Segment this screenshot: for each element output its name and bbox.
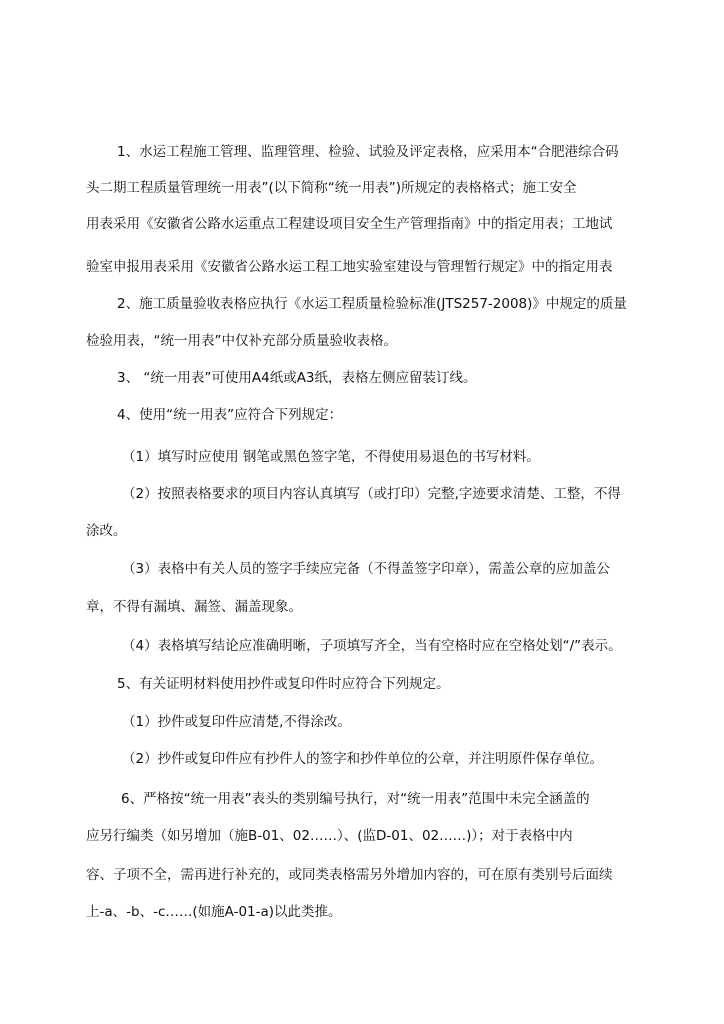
item-4-2-line-1: （2）按照表格要求的项目内容认真填写（或打印）完整,字迹要求清楚、工整，不得 [122,486,621,502]
para-3: 3、 “统一用表”可使用A4纸或A3纸，表格左侧应留装订线。 [117,370,477,386]
para-1-line-3: 用表采用《安徽省公路水运重点工程建设项目安全生产管理指南》中的指定用表；工地试 [86,216,613,232]
item-5-1: （1）抄件或复印件应清楚,不得涂改。 [122,714,351,730]
para-2-line-1: 2、施工质量验收表格应执行《水运工程质量检验标准(JTS257-2008)》中规定的质量 [117,296,627,312]
item-5-2: （2）抄件或复印件应有抄件人的签字和抄件单位的公章，并注明原件保存单位。 [122,751,604,767]
item-4-1: （1）填写时应使用 钢笔或黑色签字笔，不得使用易退色的书写材料。 [122,449,540,465]
para-6-line-3: 容、子项不全，需再进行补充的，或同类表格需另外增加内容的，可在原有类别号后面续 [86,867,613,883]
para-2-line-2: 检验用表，“统一用表”中仅补充部分质量验收表格。 [86,333,397,349]
item-4-4: （4）表格填写结论应准确明晰，子项填写齐全，当有空格时应在空格处划“/”表示。 [122,638,622,654]
item-4-2-line-2: 涂改。 [86,523,127,539]
para-6-line-2: 应另行编类（如另增加（施B-01、02……）、(监D-01、02……)）；对于表格中内 [86,828,573,844]
para-1-line-1: 1、水运工程施工管理、监理管理、检验、试验及评定表格，应采用本“合肥港综合码 [117,144,619,160]
para-4: 4、使用“统一用表”应符合下列规定： [117,407,343,423]
item-4-3-line-1: （3）表格中有关人员的签字手续应完备（不得盖签字印章），需盖公章的应加盖公 [122,561,610,577]
para-6-line-1: 6、严格按“统一用表”表头的类别编号执行，对“统一用表”范围中未完全涵盖的 [121,791,590,807]
item-4-3-line-2: 章，不得有漏填、漏签、漏盖现象。 [86,599,302,615]
para-1-line-2: 头二期工程质量管理统一用表”(以下简称“统一用表”)所规定的表格格式；施工安全 [86,180,577,196]
para-5: 5、有关证明材料使用抄件或复印件时应符合下列规定。 [117,676,450,692]
para-6-line-4: 上-a、-b、-c……(如施A-01-a)以此类推。 [86,904,342,920]
para-1-line-4: 验室申报用表采用《安徽省公路水运工程工地实验室建设与管理暂行规定》中的指定用表 [86,259,613,275]
